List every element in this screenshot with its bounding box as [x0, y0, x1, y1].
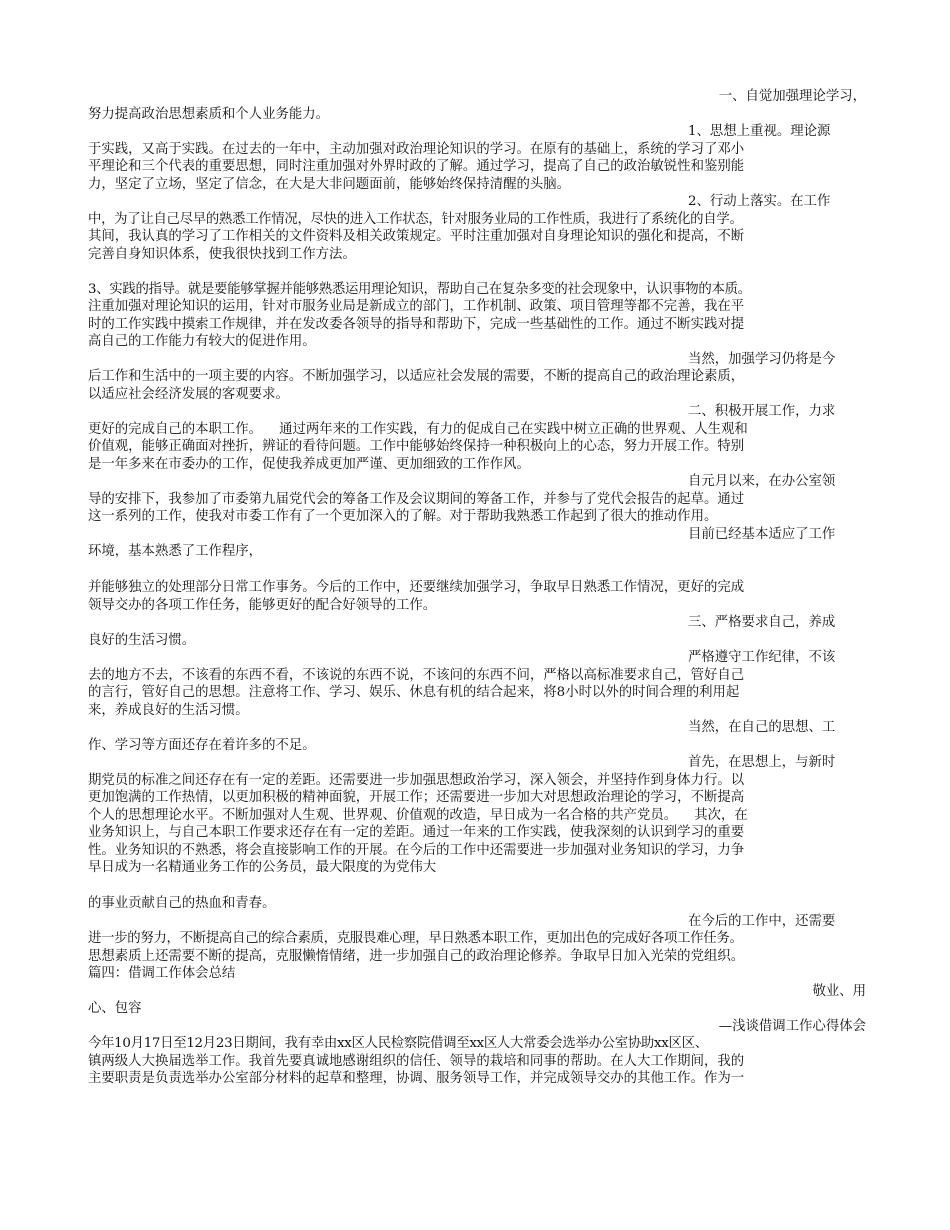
text-line: 环境，基本熟悉了工作程序， — [88, 544, 263, 559]
subheading-2: 2、行动上落实。在工作 — [688, 194, 831, 209]
paragraph-start: 严格遵守工作纪律，不该 — [688, 650, 836, 665]
subtitle: —浅谈借调工作心得体会 — [718, 1018, 866, 1034]
text-line: 其间，我认真的学习了工作相关的文件资料及相关政策规定。平时注重加强对自身理论知识的强化和提高，不断 — [88, 229, 745, 244]
paragraph-start: 当然，加强学习仍将是今 — [688, 351, 836, 367]
text-line: 于实践，又高于实践。在过去的一年中，主动加强对政治理论知识的学习。在原有的基础上，系统的学习了邓小 — [88, 141, 745, 157]
text-line: 作、学习等方面还存在着许多的不足。 — [88, 737, 316, 753]
text-line: 高自己的工作能力有较大的促进作用。 — [88, 334, 316, 349]
text-line: 的言行，管好自己的思想。注意将工作、学习、娱乐、休息有机的结合起来，将8小时以外的时间合理的利用起 — [88, 685, 740, 700]
text-line: 思想素质上还需要不断的提高，克服懒惰情绪，进一步加强自己的政治理论修养。争取早日加入光荣的党组织。 — [88, 948, 745, 964]
text-line: 去的地方不去，不该看的东西不看，不该说的东西不说，不该问的东西不问，严格以高标准要求自己，管好自己 — [88, 667, 745, 683]
subheading-1: 1、思想上重视。理论源 — [688, 124, 831, 139]
text-line: 价值观，能够正确面对挫折，辨证的看待问题。工作中能够始终保持一种积极向上的心态，努力开展工作。特别 — [88, 439, 745, 454]
paragraph-start: 在今后的工作中，还需要 — [688, 913, 836, 929]
text-line: 早日成为一名精通业务工作的公务员，最大限度的为党伟大 — [88, 860, 437, 875]
text-line: 性。业务知识的不熟悉，将会直接影响工作的开展。在今后的工作中还需要进一步加强对业务知识的学习，力争 — [88, 842, 745, 858]
text-line: 今年10月17日至12月23日期间，我有幸由xx区人民检察院借调至xx区人大常委会选举办公室协助xx区区、 — [88, 1036, 708, 1051]
paragraph-start: 自元月以来，在办公室领 — [688, 474, 836, 489]
title-line: 心、包容 — [88, 1001, 142, 1016]
text-line: 主要职责是负责选举办公室部分材料的起草和整理，协调、服务领导工作，并完成领导交办的其他工作。作为一 — [88, 1071, 745, 1086]
blank-line — [88, 263, 866, 281]
section-heading-1: 一、自觉加强理论学习， — [718, 89, 866, 104]
text-line: 是一年多来在市委办的工作，促使我养成更加严谨、更加细致的工作作风。 — [88, 456, 530, 472]
subheading-3: 3、实践的指导。就是要能够掌握并能够熟悉运用理论知识，帮助自己在复杂多变的社会现象中，认识事物的本质。 — [88, 281, 751, 297]
text-line: 这一系列的工作，使我对市委工作有了一个更加深入的了解。对于帮助我熟悉工作起到了很大的推动作用。 — [88, 509, 718, 524]
text-line: 并能够独立的处理部分日常工作事务。今后的工作中，还要继续加强学习，争取早日熟悉工作情况，更好的完成 — [88, 580, 745, 595]
text-line: 领导交办的各项工作任务，能够更好的配合好领导的工作。 — [88, 597, 437, 613]
blank-line — [88, 877, 866, 896]
text-line: 后工作和生活中的一项主要的内容。不断加强学习，以适应社会发展的需要，不断的提高自己的政治理论素质， — [88, 369, 745, 384]
text-line: 来，养成良好的生活习惯。 — [88, 702, 249, 718]
section-heading-2: 二、积极开展工作，力求 — [688, 404, 836, 419]
text-line: 平理论和三个代表的重要思想，同时注重加强对外界时政的了解。通过学习，提高了自己的政治敏锐性和鉴别能 — [88, 159, 745, 174]
text-line: 更好的完成自己的本职工作。 通过两年来的工作实践，有力的促成自己在实践中树立正确的世界观、人生观和 — [88, 421, 748, 437]
text-line: 完善自身知识体系，使我很快找到工作方法。 — [88, 246, 356, 262]
text-line: 镇两级人大换届选举工作。我首先要真诚地感谢组织的信任、领导的栽培和同事的帮助。在人大工作期间，我的 — [88, 1053, 745, 1069]
text-line: 注重加强对理论知识的运用，针对市服务业局是新成立的部门，工作机制、政策、项目管理等都不完善，我在平 — [88, 299, 745, 314]
text-line: 力，坚定了立场，坚定了信念，在大是大非问题面前，能够始终保持清醒的头脑。 — [88, 176, 571, 192]
text-line: 期党员的标准之间还存在有一定的差距。还需要进一步加强思想政治学习，深入领会，并坚持作到身体力行。以 — [88, 772, 745, 788]
text-line: 的事业贡献自己的热血和青春。 — [88, 896, 276, 911]
text-line: 进一步的努力，不断提高自己的综合素质，克服畏难心理，早日熟悉本职工作，更加出色的完成好各项工作任务。 — [88, 931, 743, 946]
text-line: 业务知识上，与自己本职工作要求还存在有一定的差距。通过一年来的工作实践，使我深刻的认识到学习的重要 — [88, 825, 745, 840]
section-heading-3: 三、严格要求自己，养成 — [688, 615, 836, 630]
text-line: 时的工作实践中摸索工作规律，并在发改委各领导的指导和帮助下，完成一些基础性的工作。通过不断实践对提 — [88, 316, 745, 332]
text-line: 以适应社会经济发展的客观要求。 — [88, 386, 289, 402]
text-line: 努力提高政治思想素质和个人业务能力。 — [88, 106, 330, 122]
text-line: 个人的思想理论水平。不断加强对人生观、世界观、价值观的改造，早日成为一名合格的共产党员。 其次，在 — [88, 807, 748, 823]
paragraph-start: 首先，在思想上，与新时 — [688, 755, 836, 770]
paragraph-start: 目前已经基本适应了工作 — [688, 526, 836, 542]
title-line: 敬业、用 — [812, 983, 866, 999]
text-line: 更加饱满的工作热情，以更加积极的精神面貌，开展工作；还需要进一步加大对思想政治理论的学习，不断提高 — [88, 790, 745, 805]
paragraph-start: 当然，在自己的思想、工 — [688, 720, 836, 735]
text-line: 导的安排下，我参加了市委第九届党代会的筹备工作及会议期间的筹备工作，并参与了党代会报告的起草。通过 — [88, 491, 745, 507]
chapter-heading: 篇四：借调工作体会总结 — [88, 966, 236, 981]
text-line: 良好的生活习惯。 — [88, 632, 196, 648]
text-line: 中，为了让自己尽早的熟悉工作情况，尽快的进入工作状态，针对服务业局的工作性质，我进行了系统化的自学。 — [88, 211, 743, 227]
blank-line — [88, 561, 866, 580]
document-body — [88, 88, 866, 1088]
